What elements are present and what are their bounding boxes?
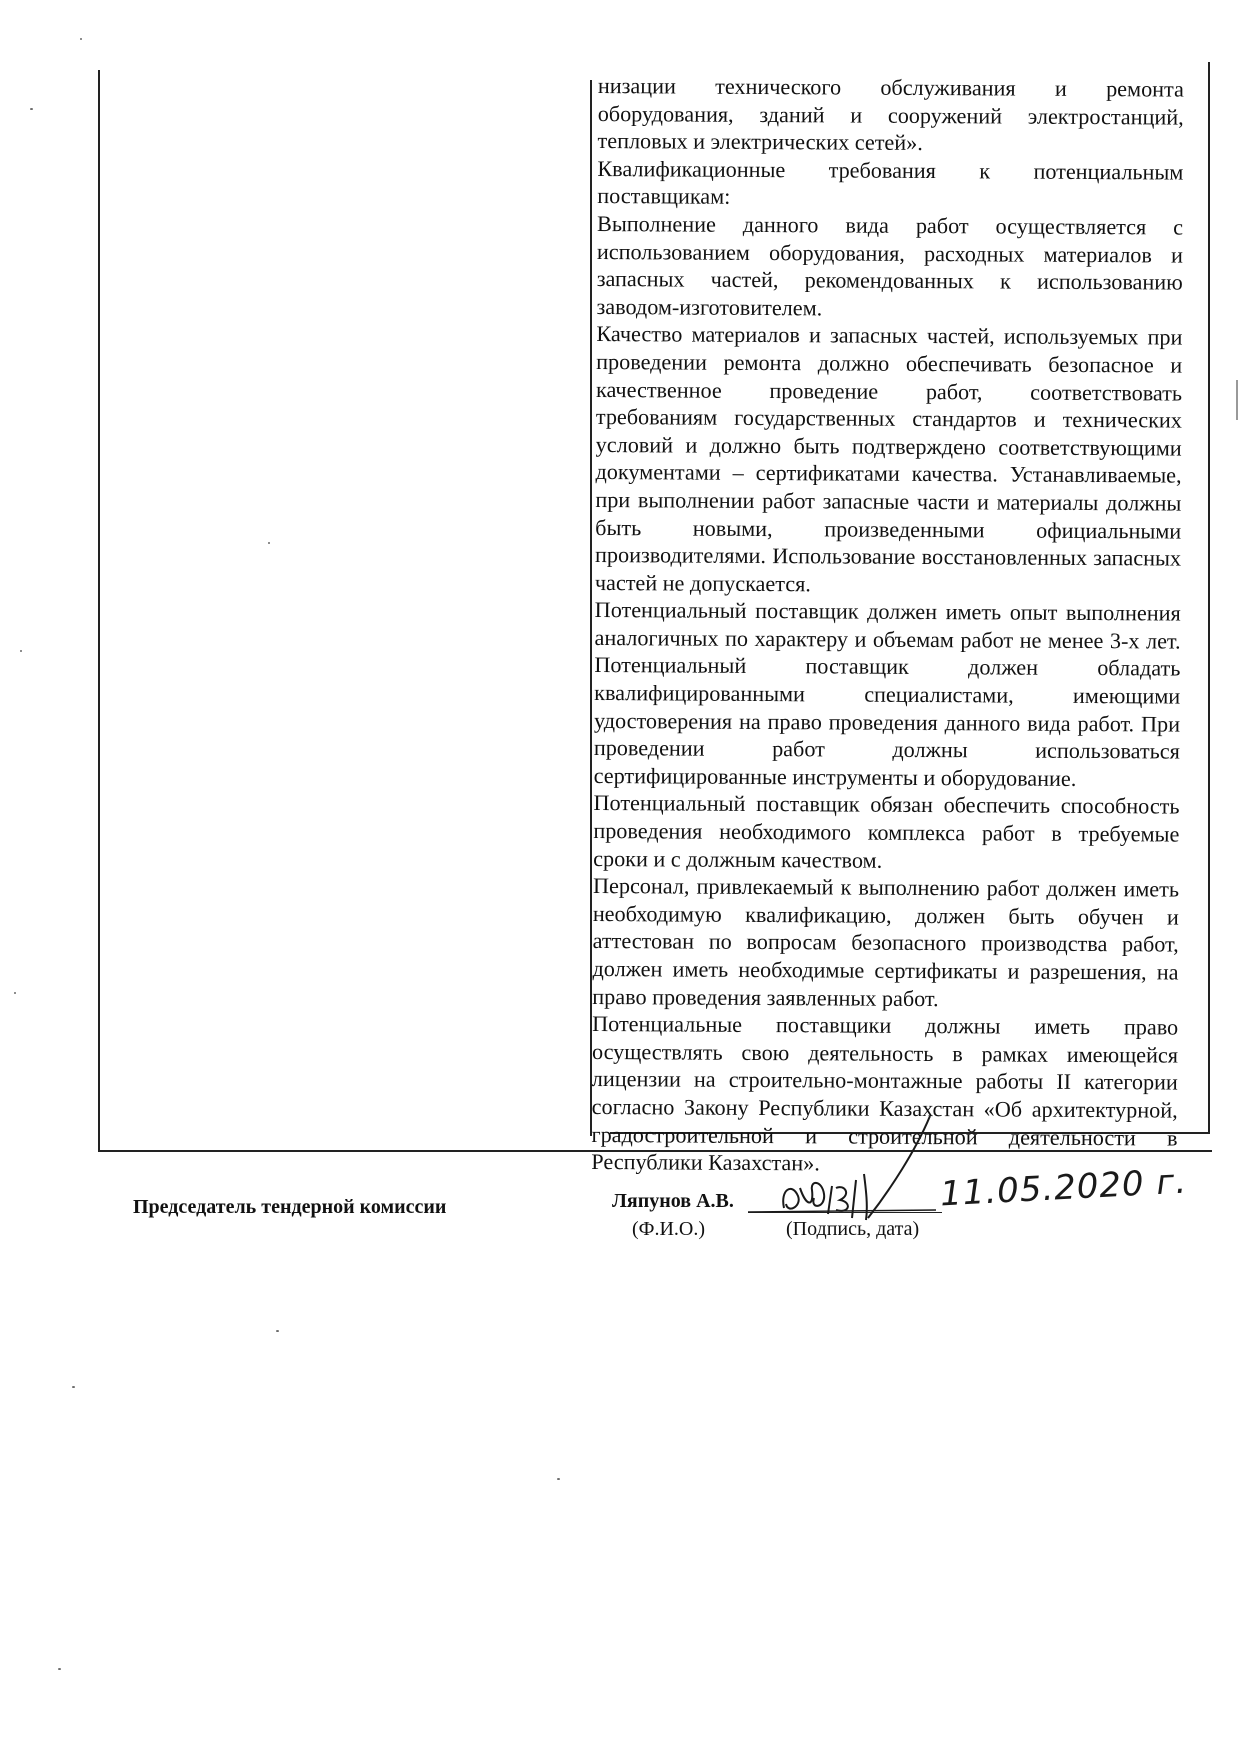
handwritten-signature [740,1110,940,1230]
scan-speck [20,650,22,652]
paragraph: Качество материалов и запасных частей, используемых при проведении ремонта должно обеспечивать безопасное и качественное проведение работ, соответствовать требованиям государственных стандартов и технических условий и должно быть подтверждено соответствующими документами – сертификатами качества. Устанавливаемые, при выполнении работ запасные части и материалы должны быть новыми, произведенными официальными производителями. Использование восстановленных запасных частей не допускается. [594,321,1183,596]
paragraph: Квалификационные требования к потенциальным поставщикам: [597,155,1184,210]
paragraph: Выполнение данного вида работ осуществляется с использованием оборудования, расходных материалов и запасных частей, рекомендованных к использованию заводом-изготовителем. [596,210,1184,321]
requirements-text [591,72,1184,1179]
signature-caption: (Подпись, дата) [786,1218,920,1240]
scan-speck [1236,380,1238,420]
fio-caption: (Ф.И.О.) [632,1218,706,1240]
paragraph: Потенциальные поставщики должны иметь право осуществлять свою деятельность в рамках имеющейся лицензии на строительно-монтажные работы II категории согласно Закону Республики Казахстан «Об архитектурной, градостроительной и строительной деятельности в Республики Казахстан». [591,1011,1179,1176]
handwritten-date: 11.05.2020 г. [939,1161,1189,1215]
paragraph: Персонал, привлекаемый к выполнению работ должен иметь необходимую квалификацию, должен быть обучен и аттестован по вопросам безопасного производства работ, должен иметь необходимые сертификаты и разрешения, на право проведения заявленных работ. [592,873,1180,1011]
scan-speck [80,38,82,40]
scan-speck [557,1478,560,1480]
paragraph: Потенциальный поставщик должен иметь опыт выполнения аналогичных по характеру и объемам работ не менее 3-х лет. Потенциальный поставщик должен обладать квалифицированными специалистами, имеющими удостоверения на право проведения данного вида работ. При проведении работ должны использоваться сертифицированные инструменты и оборудование. [593,597,1181,791]
scan-speck [276,1330,279,1332]
table-right-border [1208,62,1210,1132]
chairman-label: Председатель тендерной комиссии [133,1196,447,1218]
scan-speck [58,1668,61,1670]
scan-speck [14,992,16,994]
scan-speck [72,1386,75,1388]
paragraph: Потенциальный поставщик обязан обеспечить способность проведения необходимого комплекса работ в требуемые сроки и с должным качеством. [593,790,1180,873]
scan-speck [30,108,33,110]
chairman-name: Ляпунов А.В. [612,1190,734,1212]
paragraph: низации технического обслуживания и ремонта оборудования, зданий и сооружений электростанций, тепловых и электрических сетей». [597,72,1184,156]
